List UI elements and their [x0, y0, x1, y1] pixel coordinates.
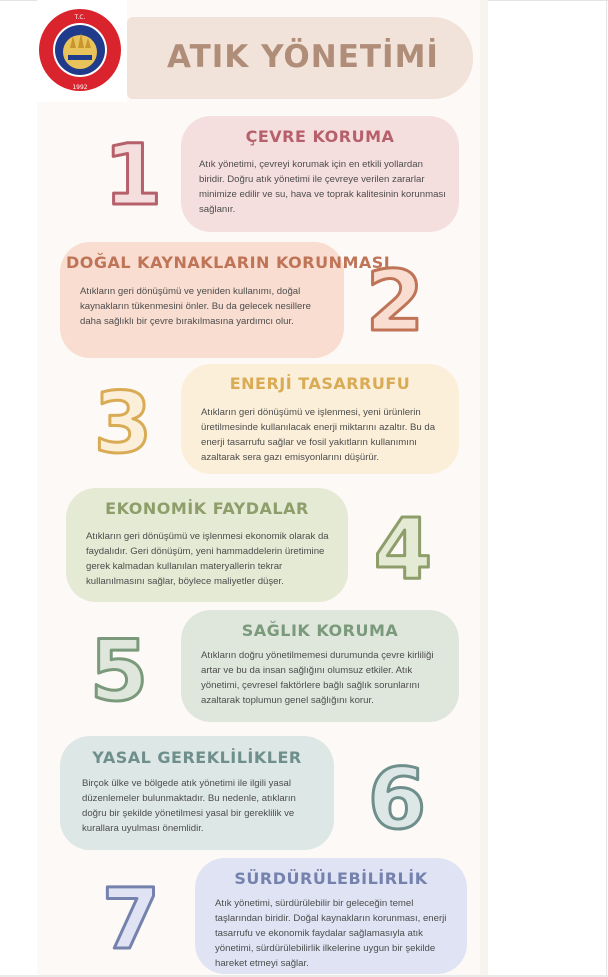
- section-card-5: [181, 610, 459, 722]
- section-card-6: [60, 736, 334, 850]
- title-banner: [127, 17, 473, 99]
- section-text: Atıkların geri dönüşümü ve işlenmesi ekonomik olarak da faydalıdır. Geri dönüşüm, yeni hammaddelerin üretimine gerek kalmadan kullanılan materyallerin tekrar kullanılmasını sağlar, böylece maliyetler düşer.: [86, 531, 329, 587]
- section-title: ÇEVRE KORUMA: [245, 127, 395, 146]
- section-text: Atık yönetimi, çevreyi korumak için en etkili yollardan biridir. Doğru atık yönetimi ile çevreye verilen zararlar minimize edilir ve su, hava ve toprak kalitesinin korunması sağlanır.: [199, 159, 446, 215]
- section-card-3: [181, 364, 459, 474]
- section-card-1: [181, 116, 459, 232]
- number-3-icon: [88, 366, 158, 466]
- logo-top-text: T.C.: [74, 14, 86, 21]
- number-7-icon: [96, 862, 166, 962]
- section-card-4: [66, 488, 348, 602]
- number-2-icon: [360, 244, 430, 344]
- section-title: SAĞLIK KORUMA: [241, 621, 399, 640]
- svg-text:5: 5: [89, 622, 149, 714]
- section-text: Birçok ülke ve bölgede atık yönetimi ile ilgili yasal düzenlemeler bulunmaktadır. Bu nedenle, atıkların doğru bir şekilde yönetilmesi yasal bir gereklilik ve kurallara uyulması önemlidir.: [82, 778, 296, 834]
- section-title: YASAL GEREKLİLİKLER: [92, 748, 302, 767]
- section-text: Atık yönetimi, sürdürülebilir bir geleceğin temel taşlarından biridir. Doğal kaynakların korunması, enerji tasarrufu ve ekonomik faydalar sağlamasıyla atık yönetimi, sürdürülebilirlik ilkelerine uygun bir şekilde hareket etmeyi sağlar.: [215, 898, 447, 969]
- right-border: [606, 0, 607, 977]
- section-title: SÜRDÜRÜLEBİLİRLİK: [234, 869, 428, 888]
- section-title: ENERJİ TASARRUFU: [229, 374, 411, 393]
- section-title: DOĞAL KAYNAKLARIN KORUNMASI: [66, 253, 391, 272]
- svg-text:3: 3: [93, 374, 153, 466]
- svg-text:1: 1: [103, 126, 163, 218]
- number-4-icon: [368, 492, 438, 592]
- section-card-2: [60, 242, 391, 358]
- svg-text:2: 2: [365, 252, 425, 344]
- number-1-icon: [98, 118, 168, 218]
- section-title: EKONOMİK FAYDALAR: [105, 499, 309, 518]
- svg-text:6: 6: [367, 750, 427, 842]
- svg-text:7: 7: [101, 870, 161, 962]
- section-text: Atıkların geri dönüşümü ve işlenmesi, yeni ürünlerin üretilmesinde kullanılacak enerji miktarını azaltır. Bu da enerji tasarrufu sağlar ve fosil yakıtların kullanımını azaltarak sera gazı emisyonlarını düşürür.: [201, 407, 436, 463]
- logo-year: 1992: [72, 84, 88, 91]
- page-title: ATIK YÖNETİMİ: [167, 39, 439, 75]
- number-6-icon: [362, 742, 432, 842]
- university-seal-logo: [37, 0, 127, 102]
- logo-area: [37, 0, 127, 102]
- number-5-icon: [84, 614, 154, 714]
- section-text: Atıkların doğru yönetilmemesi durumunda çevre kirliliği artar ve bu da insan sağlığını olumsuz etkiler. Atık yönetimi, çevresel faktörlere bağlı sağlık sorunlarını azaltarak toplumun genel sağlığını korur.: [201, 650, 434, 706]
- section-text: Atıkların geri dönüşümü ve yeniden kullanımı, doğal kaynakların tükenmesini önler. Bu da gelecek nesillere daha sağlıklı bir çevre bırakılmasına yardımcı olur.: [80, 286, 311, 327]
- svg-text:4: 4: [373, 500, 433, 592]
- section-card-7: [195, 858, 467, 974]
